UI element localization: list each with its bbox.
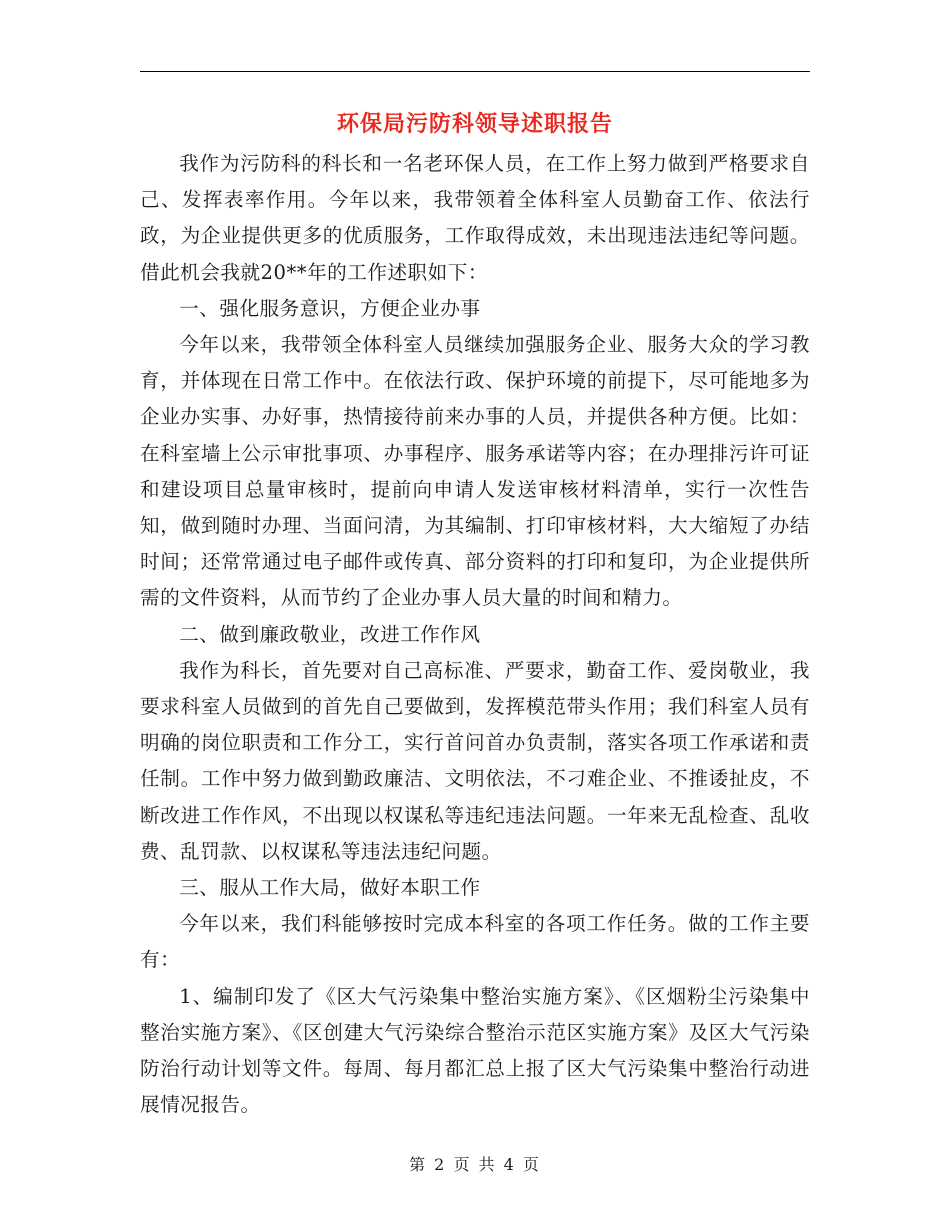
- section-1-paragraph: 今年以来，我带领全体科室人员继续加强服务企业、服务大众的学习教育，并体现在日常工作中。在依法行政、保护环境的前提下，尽可能地多为企业办实事、办好事，热情接待前来办事的人员，并提供各种方便。比如：在科室墙上公示审批事项、办事程序、服务承诺等内容；在办理排污许可证和建设项目总量审核时，提前向申请人发送审核材料清单，实行一次性告知，做到随时办理、当面问清，为其编制、打印审核材料，大大缩短了办结时间；还常常通过电子邮件或传真、部分资料的打印和复印，为企业提供所需的文件资料，从而节约了企业办事人员大量的时间和精力。: [140, 333, 810, 610]
- section-2-paragraph: 我作为科长，首先要对自己高标准、严要求，勤奋工作、爱岗敬业，我要求科室人员做到的首先自己要做到，发挥模范带头作用；我们科室人员有明确的岗位职责和工作分工，实行首问首办负责制，落实各项工作承诺和责任制。工作中努力做到勤政廉洁、文明依法，不刁难企业、不推诿扯皮，不断改进工作作风，不出现以权谋私等违纪违法问题。一年来无乱检查、乱收费、乱罚款、以权谋私等违法违纪问题。: [140, 658, 810, 863]
- document-body: [140, 146, 810, 1123]
- header-rule: [140, 71, 810, 72]
- intro-paragraph: 我作为污防科的科长和一名老环保人员，在工作上努力做到严格要求自己、发挥表率作用。今年以来，我带领着全体科室人员勤奋工作、依法行政，为企业提供更多的优质服务，工作取得成效，未出现违法违纪等问题。借此机会我就20**年的工作述职如下：: [140, 152, 810, 284]
- section-heading-1: 一、强化服务意识，方便企业办事: [179, 296, 481, 320]
- list-item-1-paragraph: 1、编制印发了《区大气污染集中整治实施方案》、《区烟粉尘污染集中整治实施方案》、《区创建大气污染综合整治示范区实施方案》及区大气污染防治行动计划等文件。每周、每月都汇总上报了区大气污染集中整治行动进展情况报告。: [140, 984, 810, 1117]
- page-number-footer: 第 2 页 共 4 页: [409, 1155, 541, 1174]
- section-3-paragraph: 今年以来，我们科能够按时完成本科室的各项工作任务。做的工作主要有：: [140, 912, 810, 972]
- document-title: 环保局污防科领导述职报告: [336, 111, 613, 137]
- section-heading-2: 二、做到廉政敬业，改进工作作风: [179, 622, 481, 646]
- section-heading-3: 三、服从工作大局，做好本职工作: [179, 876, 481, 900]
